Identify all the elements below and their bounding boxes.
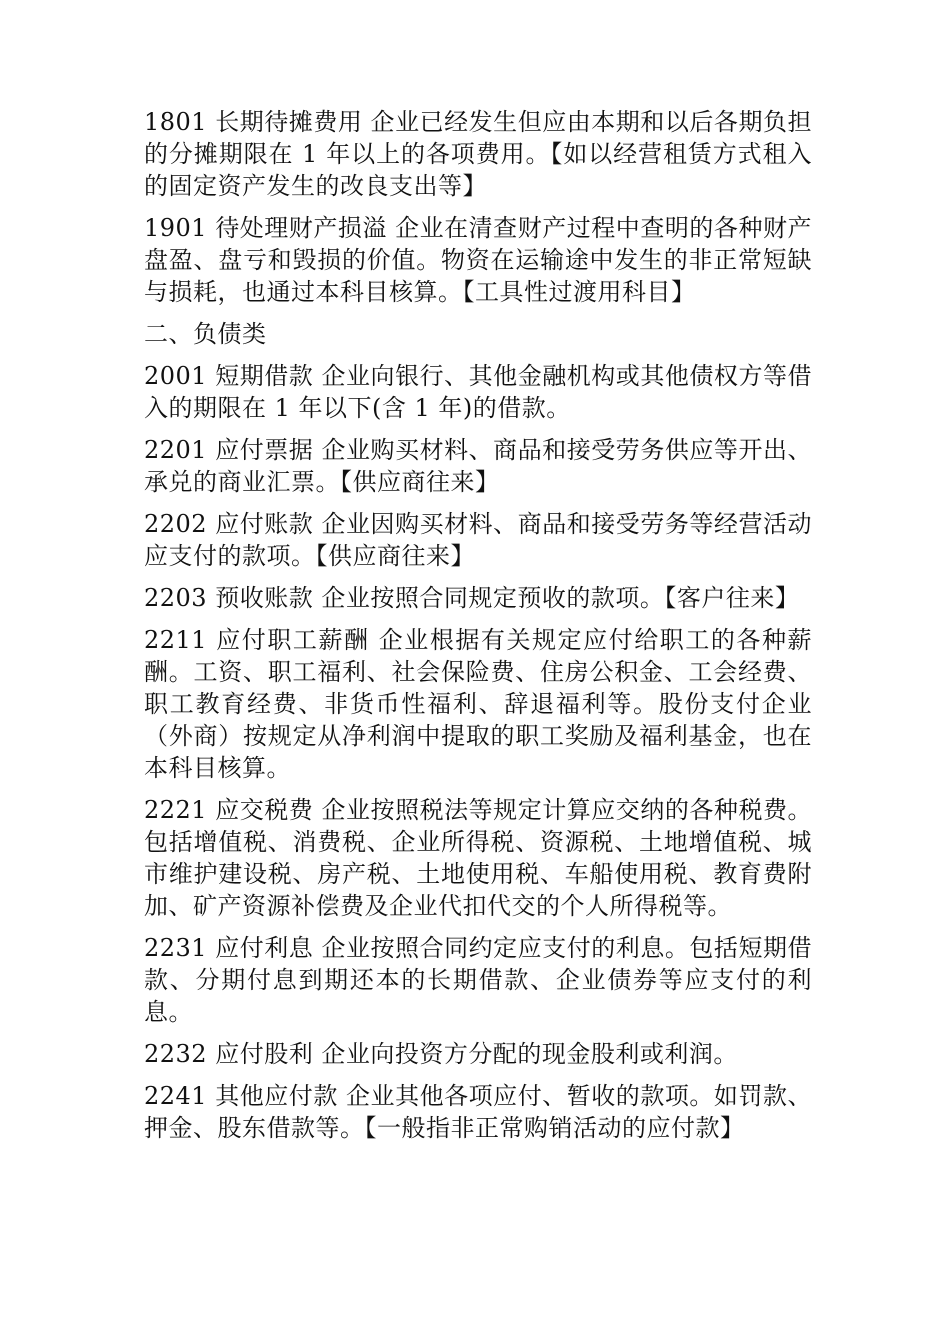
paragraph-2241: 2241 其他应付款 企业其他各项应付、暂收的款项。如罚款、押金、股东借款等。【一般指非正常购销活动的应付款】	[144, 1082, 812, 1142]
paragraph-2201: 2201 应付票据 企业购买材料、商品和接受劳务供应等开出、承兑的商业汇票。【供应商往来】	[144, 436, 812, 496]
paragraph-2202: 2202 应付账款 企业因购买材料、商品和接受劳务等经营活动应支付的款项。【供应商往来】	[144, 510, 812, 570]
paragraph-2221: 2221 应交税费 企业按照税法等规定计算应交纳的各种税费。包括增值税、消费税、企业所得税、资源税、土地增值税、城市维护建设税、房产税、土地使用税、车船使用税、教育费附加、矿产资源补偿费及企业代扣代交的个人所得税等。	[144, 796, 812, 920]
paragraph-2001: 2001 短期借款 企业向银行、其他金融机构或其他债权方等借入的期限在 1 年以下(含 1 年)的借款。	[144, 362, 812, 422]
section-heading-liabilities: 二、负债类	[144, 320, 267, 348]
paragraph-1901: 1901 待处理财产损溢 企业在清查财产过程中查明的各种财产盘盈、盘亏和毁损的价值。物资在运输途中发生的非正常短缺与损耗，也通过本科目核算。【工具性过渡用科目】	[144, 214, 812, 306]
document-body	[144, 106, 812, 1154]
paragraph-2203: 2203 预收账款 企业按照合同规定预收的款项。【客户往来】	[144, 584, 800, 612]
paragraph-2211: 2211 应付职工薪酬 企业根据有关规定应付给职工的各种薪酬。工资、职工福利、社会保险费、住房公积金、工会经费、职工教育经费、非货币性福利、辞退福利等。股份支付企业（外商）按规定从净利润中提取的职工奖励及福利基金，也在本科目核算。	[144, 626, 812, 782]
paragraph-1801: 1801 长期待摊费用 企业已经发生但应由本期和以后各期负担的分摊期限在 1 年以上的各项费用。【如以经营租赁方式租入的固定资产发生的改良支出等】	[144, 108, 812, 200]
paragraph-2231: 2231 应付利息 企业按照合同约定应支付的利息。包括短期借款、分期付息到期还本的长期借款、企业债券等应支付的利息。	[144, 934, 812, 1026]
paragraph-2232: 2232 应付股利 企业向投资方分配的现金股利或利润。	[144, 1040, 738, 1068]
